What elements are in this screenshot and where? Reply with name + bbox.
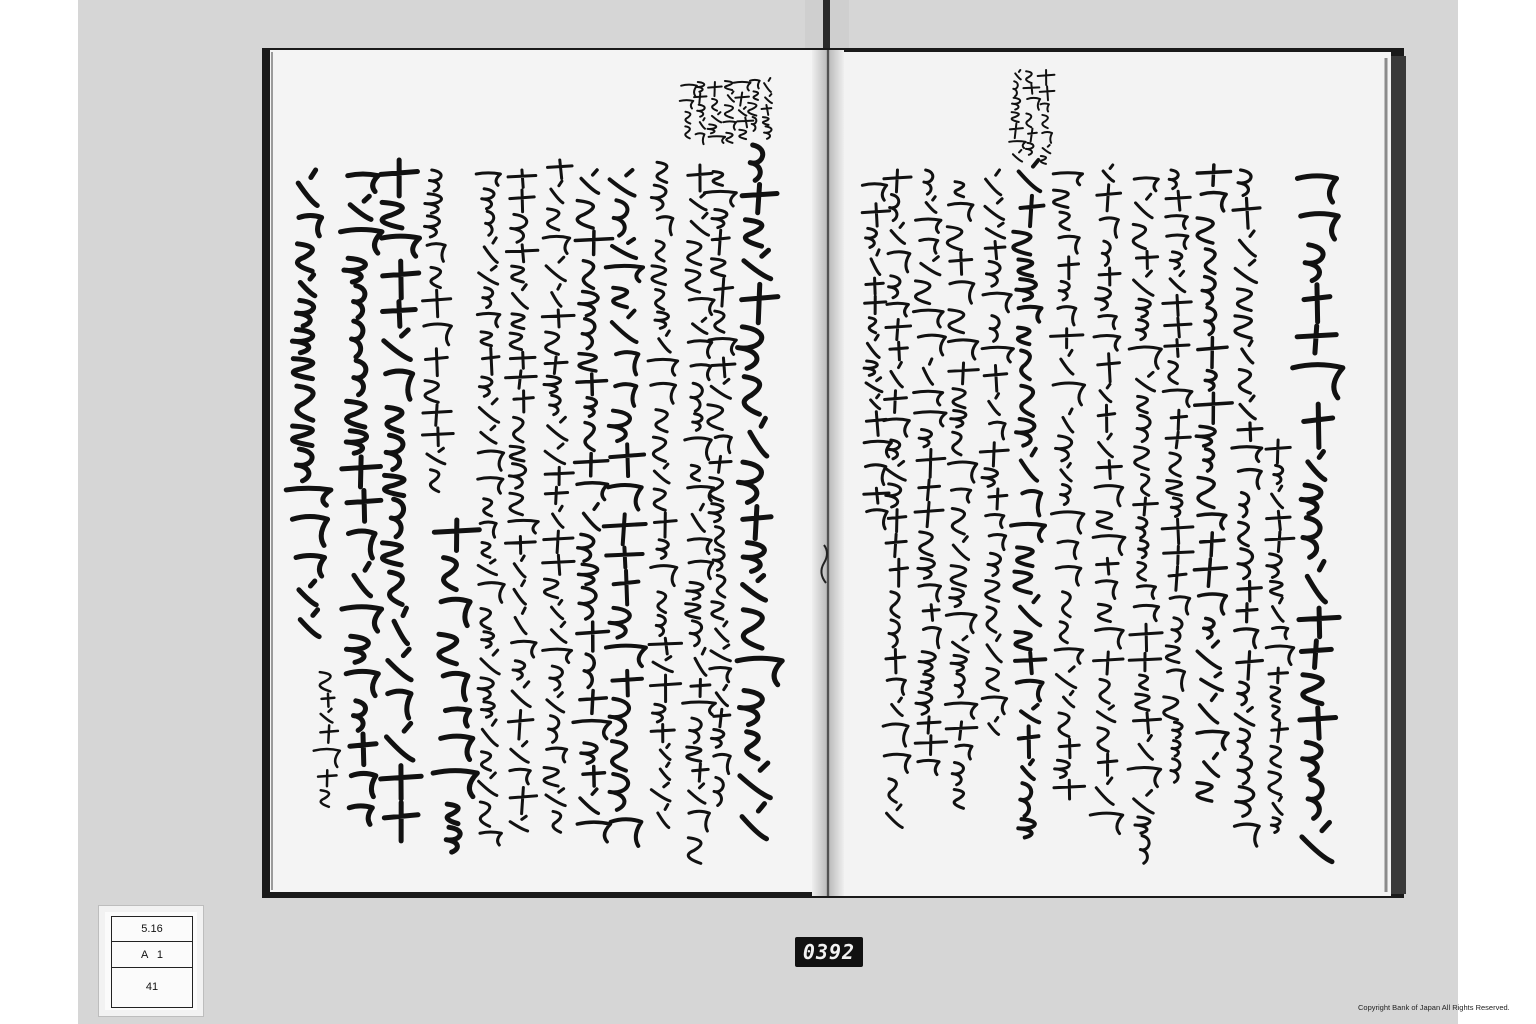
archive-label-card (98, 905, 204, 1017)
archive-label-line3: 41 (145, 981, 159, 994)
copyright-notice: Copyright Bank of Japan All Rights Reserved. (1358, 1003, 1510, 1012)
archive-label-line1: 5.16 (112, 917, 192, 942)
gutter (812, 50, 844, 896)
archive-label-line2: A 1 (112, 942, 192, 967)
frame-number: 0392 (795, 937, 863, 967)
archive-label-box (111, 916, 193, 1008)
